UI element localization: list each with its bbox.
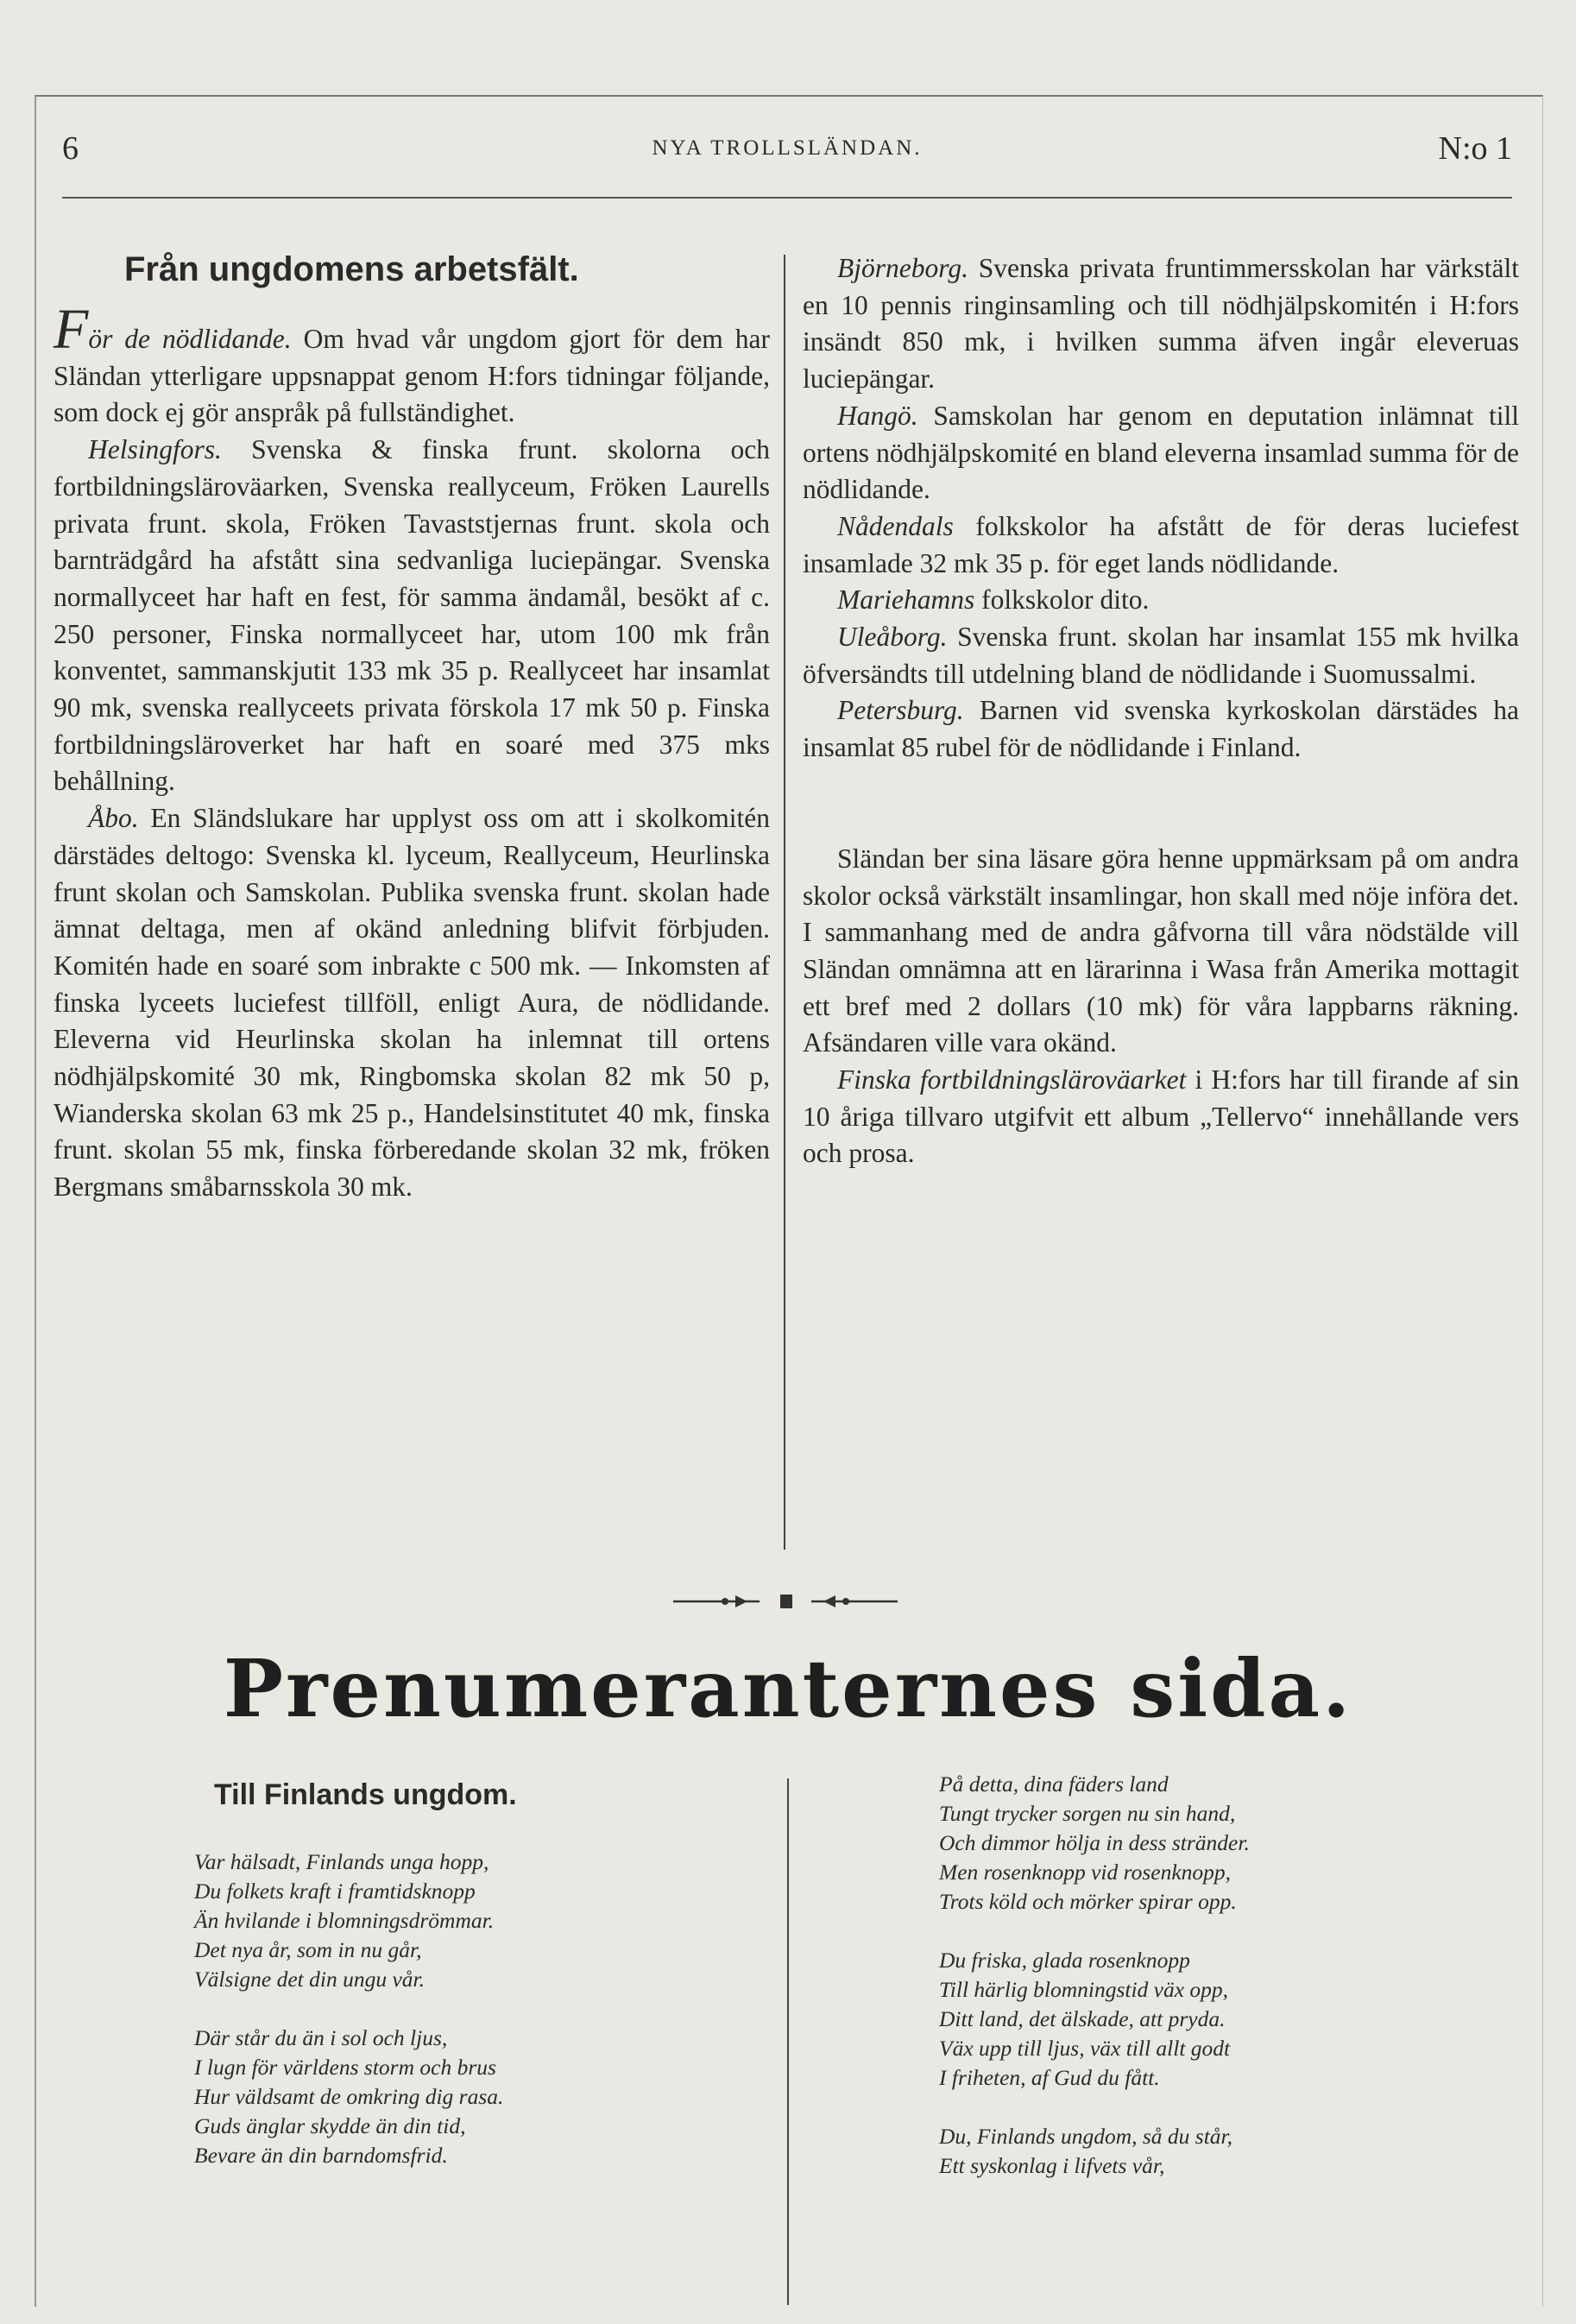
paragraph-text: Sländan ber sina läsare göra henne uppmärksam på om andra skolor också värkstält insamlingar, hon skall med nöje införa det. I sammanhang med de andra gåfvorna till våra nödstälde vill Sländan omnämna att en lärarinna i Wasa från Amerika mottagit ett bref med 2 dollars (10 mk) för våra lappbarns räkning. Afsändaren ville vara okänd.	[803, 843, 1519, 1058]
poem-line: Du, Finlands ungdom, så du står,	[939, 2124, 1233, 2149]
city-name: Åbo.	[88, 803, 139, 834]
article-title: Från ungdomens arbetsfält.	[124, 250, 579, 288]
poem-line: I lugn för världens storm och brus	[194, 2055, 496, 2080]
city-name: Helsingfors.	[88, 434, 222, 465]
poem-stanza	[194, 2024, 503, 2170]
article-paragraph	[54, 432, 770, 800]
poem-line: Du friska, glada rosenknopp	[939, 1948, 1190, 1973]
poem-line: Bevare än din barndomsfrid.	[194, 2143, 448, 2168]
poem-line: I friheten, af Gud du fått.	[939, 2065, 1160, 2090]
lead-heading: ör de nödlidande.	[88, 324, 292, 354]
poem-line: Till härlig blomningstid väx opp,	[939, 1977, 1229, 2002]
article-paragraph	[803, 619, 1519, 692]
paper-title: NYA TROLLSLÄNDAN.	[652, 136, 923, 160]
city-name: Hangö.	[837, 400, 918, 431]
poem-line: På detta, dina fäders land	[939, 1771, 1169, 1797]
poem-line: Ditt land, det älskade, att pryda.	[939, 2006, 1226, 2031]
city-name: Uleåborg.	[837, 622, 948, 653]
city-name: Nådendals	[837, 510, 954, 541]
poem-line: Trots köld och mörker spirar opp.	[939, 1889, 1237, 1914]
drop-cap: F	[54, 298, 89, 361]
article-paragraph	[803, 582, 1519, 619]
poem-line: Var hälsadt, Finlands unga hopp,	[194, 1849, 489, 1874]
column-divider	[784, 255, 785, 1550]
poem-stanza	[939, 2122, 1250, 2181]
paragraph-text: i H:fors har till firande af sin 10 åriga tillvaro utgifvit ett album „Tellervo“ innehållande vers och prosa.	[803, 1064, 1519, 1169]
article-column-right	[803, 250, 1519, 1172]
poem-column-left	[194, 1847, 503, 2200]
poem-title: Till Finlands ungdom.	[214, 1778, 517, 1811]
poem-stanza	[194, 1847, 503, 1994]
article-paragraph	[803, 1062, 1519, 1172]
poem-line: Än hvilande i blomningsdrömmar.	[194, 1908, 495, 1933]
page-header	[62, 129, 1512, 181]
poem-line: Ett syskonlag i lifvets vår,	[939, 2153, 1165, 2178]
article-paragraph	[803, 508, 1519, 582]
article-paragraph	[803, 398, 1519, 508]
paragraph-text: folkskolor dito.	[974, 584, 1150, 616]
city-name: Petersburg.	[837, 695, 964, 726]
issue-number: N:o 1	[1438, 130, 1512, 167]
article-paragraph	[54, 298, 770, 432]
paragraph-text: En Sländslukare har upplyst oss om att i skolkomitén därstädes deltogo: Svenska kl. lyceum, Reallyceum, Heurlinska frunt skolan och Samskolan. Publika svenska frunt. skolan hade ämnat deltaga, men af okänd anledning blifvit förbjuden. Komitén hade en soaré som inbrakte c 500 mk. — Inkomsten af finska lyceets luciefest tillföll, enligt Aura, de nödlidande. Eleverna vid Heurlinska skolan ha inlemnat till ortens nödhjälpskomité 30 mk, Ringbomska skolan 82 mk 50 p, Wianderska skolan 63 mk 25 p., Handelsinstitutet 40 mk, finska frunt. skolan 55 mk, finska förberedande skolan 32 mk, fröken Bergmans småbarnsskola 30 mk.	[54, 803, 770, 1203]
poem-line: Men rosenknopp vid rosenknopp,	[939, 1860, 1232, 1885]
poem-line: Tungt trycker sorgen nu sin hand,	[939, 1801, 1236, 1826]
poem-column-right	[939, 1770, 1250, 2210]
paragraph-text: Barnen vid svenska kyrkoskolan därstädes ha insamlat 85 rubel för de nödlidande i Finland.	[803, 695, 1519, 763]
article-paragraph	[803, 841, 1519, 1062]
poem-line: Guds änglar skydde än din tid,	[194, 2113, 466, 2138]
poem-line: Det nya år, som in nu går,	[194, 1937, 422, 1962]
city-name: Mariehamns	[837, 584, 975, 616]
page-number: 6	[62, 130, 79, 167]
poem-line: Och dimmor hölja in dess stränder.	[939, 1830, 1250, 1855]
paragraph-text: Samskolan har genom en deputation inlämnat till ortens nödhjälpskomité en bland eleverna insamlad summa för de nödlidande.	[803, 400, 1519, 505]
city-name: Björneborg.	[837, 253, 968, 283]
poem-line: Där står du än i sol och ljus,	[194, 2025, 448, 2050]
poem-line: Välsigne det din ungu vår.	[194, 1967, 426, 1992]
paragraph-text: Svenska frunt. skolan har insamlat 155 mk hvilka öfversändts till utdelning bland de nödlidande i Suomussalmi.	[803, 622, 1519, 689]
section-title: Prenumeranternes sida.	[223, 1642, 1353, 1735]
poem-divider	[787, 1778, 789, 2305]
paragraph-text: Svenska & finska frunt. skolorna och fortbildningsläroväarken, Svenska reallyceum, Fröken Laurells privata frunt. skola, Fröken Tavaststjernas frunt. skola och barnträdgård ha afstått sina sedvanliga luciepängar. Svenska normallyceet har haft en fest, för samma ändamål, besökt af c. 250 personer, Finska normallyceet har, utom 100 mk från konventet, sammanskjutit 133 mk 35 p. Reallyceet har insamlat 90 mk, svenska reallyceets privata förskola 17 mk 50 p. Finska fortbildningsläroverket har haft en soaré med 375 mks behållning.	[54, 434, 770, 797]
publication-name: Finska fortbildningsläroväarket	[837, 1064, 1187, 1096]
poem-stanza	[939, 1770, 1250, 1917]
ornament-divider	[673, 1588, 898, 1614]
header-rule	[62, 197, 1512, 199]
article-body-right	[803, 250, 1519, 1172]
poem-line: Du folkets kraft i framtidsknopp	[194, 1879, 476, 1904]
article-paragraph	[54, 800, 770, 1206]
article-column-left	[54, 250, 770, 1206]
article-paragraph	[803, 250, 1519, 398]
poem-line: Väx upp till ljus, väx till allt godt	[939, 2036, 1231, 2061]
poem-line: Hur väldsamt de omkring dig rasa.	[194, 2084, 504, 2109]
article-paragraph	[803, 692, 1519, 766]
paragraph-text: folkskolor ha afstått de för deras luciefest insamlade 32 mk 35 p. för eget lands nödlidande.	[803, 510, 1519, 578]
paragraph-text: Om hvad vår ungdom gjort för dem har Sländan ytterligare uppsnappat genom H:fors tidningar följande, som dock ej gör anspråk på fullständighet.	[54, 324, 770, 428]
article-body-left	[54, 298, 770, 1206]
poem-stanza	[939, 1946, 1250, 2093]
paragraph-text: Svenska privata fruntimmersskolan har värkstält en 10 pennis ringinsamling och till nödhjälpskomitén i H:fors insändt 850 mk, i hvilken summa äfven ingår eleveruas luciepängar.	[803, 253, 1519, 395]
